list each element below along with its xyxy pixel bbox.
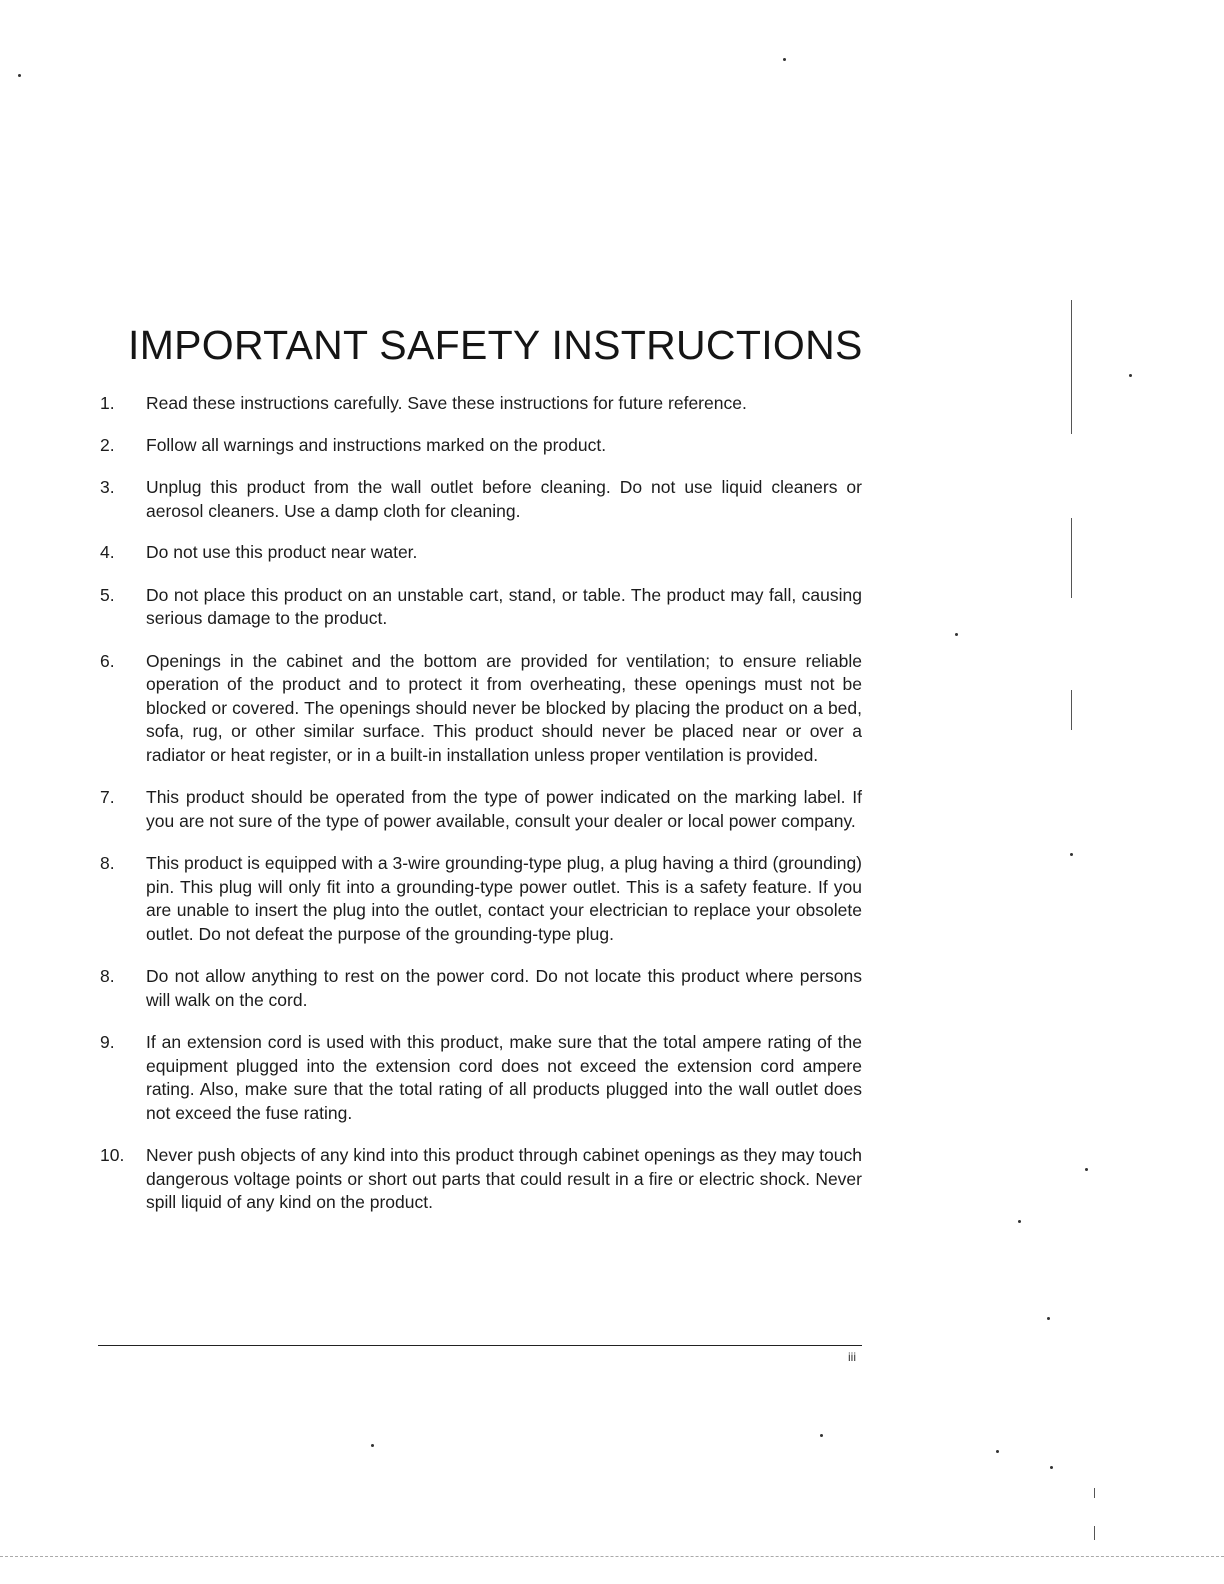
- scan-speck: [1129, 374, 1132, 377]
- scan-speck: [371, 1444, 374, 1447]
- page-title: IMPORTANT SAFETY INSTRUCTIONS: [128, 322, 863, 368]
- list-item: [100, 965, 862, 1012]
- scan-margin-line: [1071, 518, 1072, 598]
- scan-speck: [1018, 1220, 1021, 1223]
- list-item: [100, 786, 862, 833]
- item-number: 2.: [100, 434, 115, 455]
- list-item: [100, 1031, 862, 1125]
- scan-speck: [18, 74, 21, 77]
- scan-margin-line: [1071, 300, 1072, 434]
- item-text: Unplug this product from the wall outlet before cleaning. Do not use liquid cleaners or aerosol cleaners. Use a damp cloth for cleaning.: [146, 477, 862, 521]
- page-number: iii: [848, 1350, 856, 1364]
- list-item: [100, 434, 862, 458]
- item-number: 9.: [100, 1032, 115, 1052]
- item-number: 5.: [100, 584, 115, 605]
- instruction-list: [100, 392, 862, 1215]
- item-text: Follow all warnings and instructions marked on the product.: [146, 434, 607, 455]
- scan-speck: [1050, 1466, 1053, 1469]
- item-number: 4.: [100, 542, 115, 562]
- item-text: Do not allow anything to rest on the power cord. Do not locate this product where persons will walk on the cord.: [146, 966, 862, 1010]
- scan-speck: [820, 1434, 823, 1437]
- scan-edge-noise: [0, 1556, 1224, 1557]
- item-number: 10.: [100, 1145, 125, 1165]
- item-text: This product is equipped with a 3-wire grounding-type plug, a plug having a third (grounding) pin. This plug will only fit into a grounding-type power outlet. This is a safety feature. If you are unable to insert the plug into the outlet, contact your electrician to replace your obsolete outlet. Do not defeat the purpose of the grounding-type plug.: [146, 853, 862, 944]
- item-number: 3.: [100, 477, 115, 497]
- item-number: 7.: [100, 787, 115, 807]
- scan-speck: [783, 58, 786, 61]
- item-text: Do not place this product on an unstable cart, stand, or table. The product may fall, causing serious damage to the product.: [146, 584, 862, 628]
- item-text: Read these instructions carefully. Save these instructions for future reference.: [146, 393, 747, 413]
- item-text: This product should be operated from the type of power indicated on the marking label. If you are not sure of the type of power available, consult your dealer or local power company.: [146, 787, 862, 831]
- list-item: [100, 392, 862, 416]
- scan-margin-line: [1094, 1526, 1095, 1540]
- list-item: [100, 1144, 862, 1215]
- scan-speck: [955, 633, 958, 636]
- scan-speck: [1047, 1317, 1050, 1320]
- list-item: [100, 852, 862, 946]
- item-text: Openings in the cabinet and the bottom are provided for ventilation; to ensure reliable operation of the product and to protect it from overheating, these openings must not be blocked or covered. The openings should never be blocked by placing the product on a bed, sofa, rug, or other similar surface. This product should never be placed near or over a radiator or heat register, or in a built-in installation unless proper ventilation is provided.: [146, 650, 862, 765]
- scan-speck: [1070, 853, 1073, 856]
- item-text: Do not use this product near water.: [146, 542, 418, 562]
- scan-margin-line: [1094, 1488, 1095, 1498]
- item-number: 1.: [100, 393, 115, 413]
- item-number: 8.: [100, 966, 115, 986]
- item-text: If an extension cord is used with this product, make sure that the total ampere rating of the equipment plugged into the extension cord does not exceed the extension cord ampere rating. Also, make sure that the total rating of all products plugged into the wall outlet does not exceed the fuse rating.: [146, 1032, 862, 1123]
- item-number: 8.: [100, 853, 115, 873]
- list-item: [100, 541, 862, 565]
- list-item: [100, 650, 862, 768]
- scan-speck: [1085, 1168, 1088, 1171]
- list-item: [100, 584, 862, 631]
- item-text: Never push objects of any kind into this product through cabinet openings as they may touch dangerous voltage points or short out parts that could result in a fire or electric shock. Never spill liquid of any kind on the product.: [146, 1145, 862, 1212]
- item-number: 6.: [100, 650, 115, 671]
- scan-speck: [996, 1450, 999, 1453]
- scan-margin-line: [1071, 690, 1072, 730]
- footer-rule: [98, 1345, 862, 1346]
- list-item: [100, 476, 862, 523]
